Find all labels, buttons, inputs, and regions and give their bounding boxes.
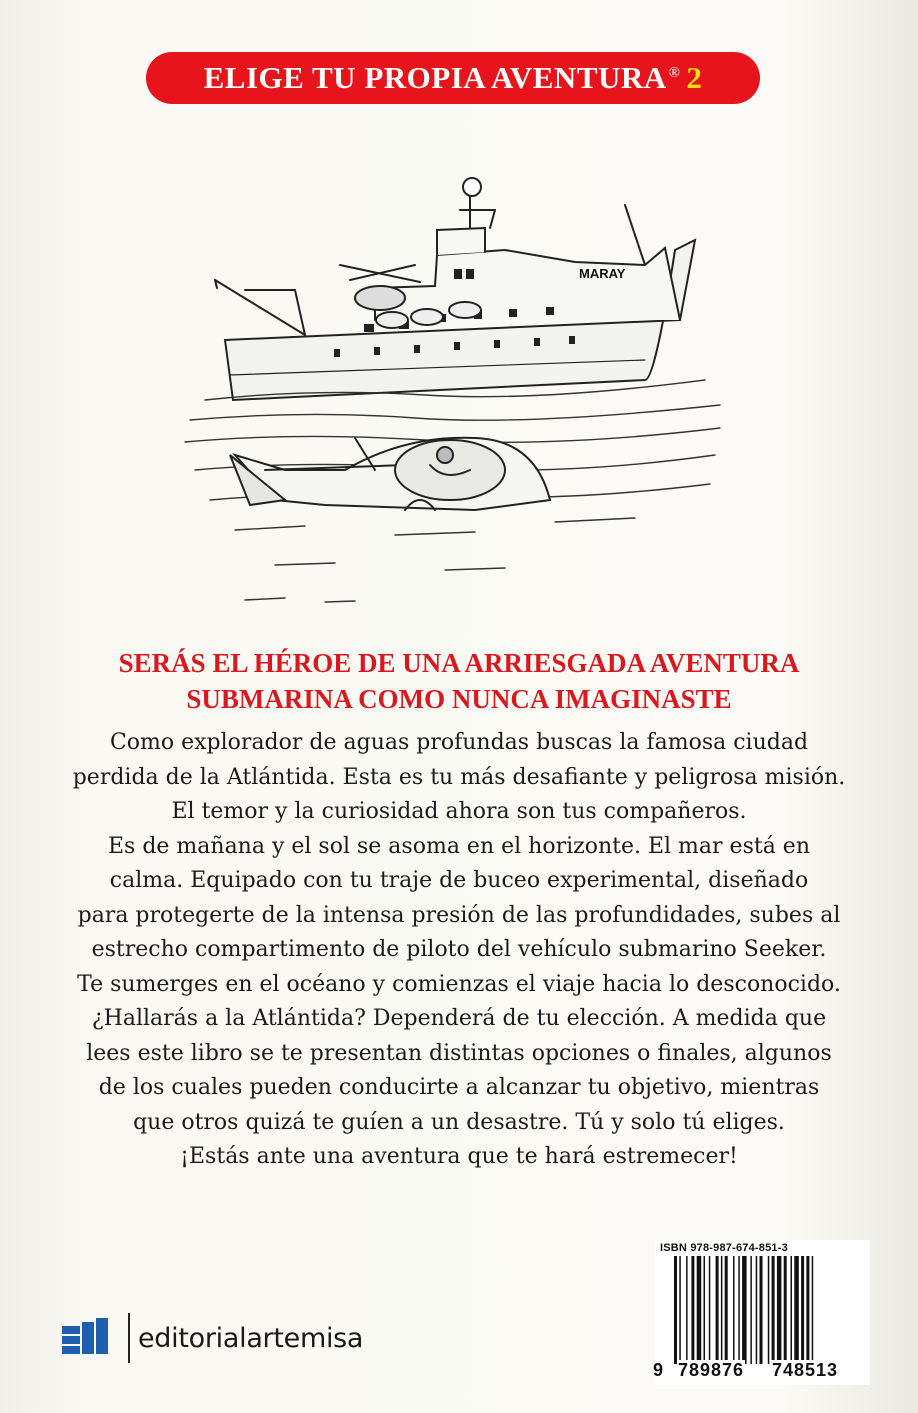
synopsis-line: de los cuales pueden conducirte a alcanzar tu objetivo, mientras: [98, 1075, 820, 1100]
synopsis-line: para protegerte de la intensa presión de las profundidades, subes al: [77, 902, 841, 928]
barcode-bar: [812, 1256, 814, 1364]
synopsis-line: Como explorador de aguas profundas buscas la famosa ciudad: [109, 730, 809, 755]
series-title: ELIGE TU PROPIA AVENTURA ® 2: [203, 60, 703, 95]
synopsis-line: Es de mañana y el sol se asoma en el horizonte. El mar está en: [107, 833, 810, 859]
synopsis-line: Te sumerges en el océano y comienzas el viaje hacia lo desconocido.: [77, 971, 841, 997]
headline: [40, 645, 878, 717]
barcode-bar: [772, 1256, 775, 1364]
synopsis-line: ¿Hallarás a la Atlántida? Dependerá de tu elección. A medida que: [91, 1006, 827, 1031]
barcode-digits-left: 789876: [678, 1360, 745, 1380]
barcode-bar: [709, 1256, 711, 1364]
barcode-bar: [674, 1256, 677, 1364]
synopsis: [30, 726, 888, 1175]
barcode-bar: [686, 1256, 688, 1364]
barcode-bar: [794, 1256, 799, 1364]
synopsis-line: lees este libro se te presentan distintas opciones o finales, algunos: [86, 1040, 832, 1066]
synopsis-line: que otros quizá te guíen a un desastre. Tú y solo tú eliges.: [133, 1109, 785, 1135]
publisher-mark-icon: [62, 1318, 116, 1358]
synopsis-line: estrecho compartimento de piloto del vehículo submarino Seeker.: [91, 937, 827, 962]
isbn-label: ISBN 978-987-674-851-3: [660, 1242, 788, 1254]
barcode-digit-first: 9: [653, 1360, 665, 1380]
barcode-bar: [691, 1256, 694, 1364]
barcode-bar: [801, 1256, 804, 1364]
barcode-digits-right: 748513: [772, 1360, 839, 1380]
series-banner: [146, 52, 760, 104]
barcode-bar: [806, 1256, 809, 1364]
ship-name-label: MARAY: [579, 266, 626, 281]
barcode-bar: [679, 1256, 681, 1364]
barcode-bar: [733, 1256, 735, 1364]
publisher-name: editorialartemisa: [138, 1322, 364, 1354]
barcode-bar: [697, 1256, 702, 1364]
barcode-bar: [704, 1256, 706, 1364]
barcode-bar: [750, 1256, 752, 1364]
barcode-bar: [777, 1256, 782, 1364]
barcode-bar: [725, 1256, 728, 1364]
barcode-bar: [756, 1256, 758, 1364]
synopsis-line: calma. Equipado con tu traje de buceo experimental, diseñado: [109, 868, 809, 893]
barcode-bar: [716, 1256, 719, 1364]
synopsis-line: perdida de la Atlántida. Esta es tu más desafiante y peligrosa misión.: [72, 764, 846, 790]
barcode-bar: [768, 1256, 770, 1364]
barcode-bar: [760, 1256, 763, 1364]
barcode-bar: [738, 1256, 740, 1364]
headline-line: SERÁS EL HÉROE DE UNA ARRIESGADA AVENTURA: [118, 648, 800, 678]
synopsis-line: El temor y la curiosidad ahora son tus compañeros.: [171, 799, 747, 824]
barcode-bar: [721, 1256, 723, 1364]
barcode-bar: [742, 1256, 747, 1364]
barcode-bar: [791, 1256, 793, 1364]
headline-line: SUBMARINA COMO NUNCA IMAGINASTE: [186, 684, 732, 714]
synopsis-line: ¡Estás ante una aventura que te hará estremecer!: [180, 1144, 738, 1169]
series-number: 2: [686, 60, 703, 95]
ship-submarine-illustration: [175, 170, 735, 620]
publisher-logo: [62, 1308, 363, 1368]
logo-divider: [128, 1313, 130, 1363]
registered-mark: ®: [668, 64, 681, 81]
barcode-bar: [784, 1256, 787, 1364]
